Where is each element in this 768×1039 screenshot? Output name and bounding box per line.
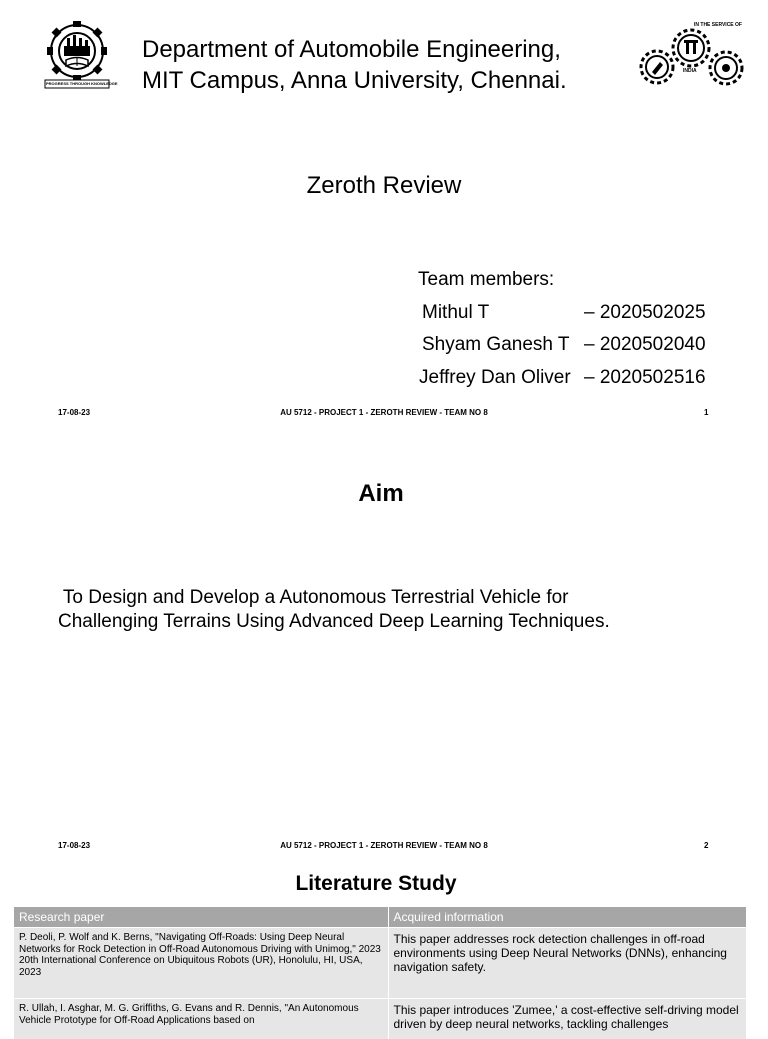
aim-line-1: To Design and Develop a Autonomous Terrestrial Vehicle for (58, 586, 610, 610)
footer-date: 17-08-23 (58, 841, 90, 850)
table-row (14, 928, 746, 999)
footer-center: AU 5712 - PROJECT 1 - ZEROTH REVIEW - TEAM NO 8 (0, 408, 768, 417)
column-header: Acquired information (388, 907, 746, 928)
member-name: Shyam Ganesh T (422, 334, 570, 356)
member-id: – 2020502516 (584, 367, 706, 389)
page-number: 1 (704, 408, 708, 417)
member-name: Mithul T (422, 302, 489, 324)
table-row (14, 999, 746, 1039)
footer-center: AU 5712 - PROJECT 1 - ZEROTH REVIEW - TEAM NO 8 (0, 841, 768, 850)
column-header: Research paper (14, 907, 388, 928)
logo-arc-text: IN THE SERVICE OF (694, 22, 742, 28)
department-line-1: Department of Automobile Engineering, (142, 34, 567, 65)
paper-cell: P. Deoli, P. Wolf and K. Berns, "Navigating Off-Roads: Using Deep Neural Networks for Rock Detection in Off-Road Autonomous Driving with Unimog," 2023 20th International Conference on Ubiquitous Robots (UR), Honolulu, HI, USA, 2023 (14, 928, 388, 999)
info-cell: This paper addresses rock detection challenges in off-road environments using Deep Neural Networks (DNNs), enhancing navigation safety. (388, 928, 746, 999)
logo-motto: PROGRESS THROUGH KNOWLEDGE (46, 81, 108, 87)
literature-title: Literature Study (0, 872, 752, 896)
aim-line-2: Challenging Terrains Using Advanced Deep Learning Techniques. (58, 610, 610, 634)
aim-text (58, 586, 610, 634)
literature-table (14, 907, 747, 1039)
aim-title: Aim (0, 480, 762, 508)
logo-country-text: INDIA (683, 68, 697, 74)
member-id: – 2020502025 (584, 302, 706, 324)
member-id: – 2020502040 (584, 334, 706, 356)
page-number: 2 (704, 841, 708, 850)
department-line-2: MIT Campus, Anna University, Chennai. (142, 65, 567, 96)
footer-date: 17-08-23 (58, 408, 90, 417)
info-cell: This paper introduces 'Zumee,' a cost-effective self-driving model driven by deep neural networks, tackling challenges (388, 999, 746, 1039)
table-header-row (14, 907, 746, 928)
paper-cell: R. Ullah, I. Asghar, M. G. Griffiths, G. Evans and R. Dennis, "An Autonomous Vehicle Prototype for Off-Road Applications based on (14, 999, 388, 1039)
team-heading: Team members: (418, 269, 554, 291)
review-title: Zeroth Review (0, 172, 768, 200)
member-name: Jeffrey Dan Oliver (419, 367, 571, 389)
